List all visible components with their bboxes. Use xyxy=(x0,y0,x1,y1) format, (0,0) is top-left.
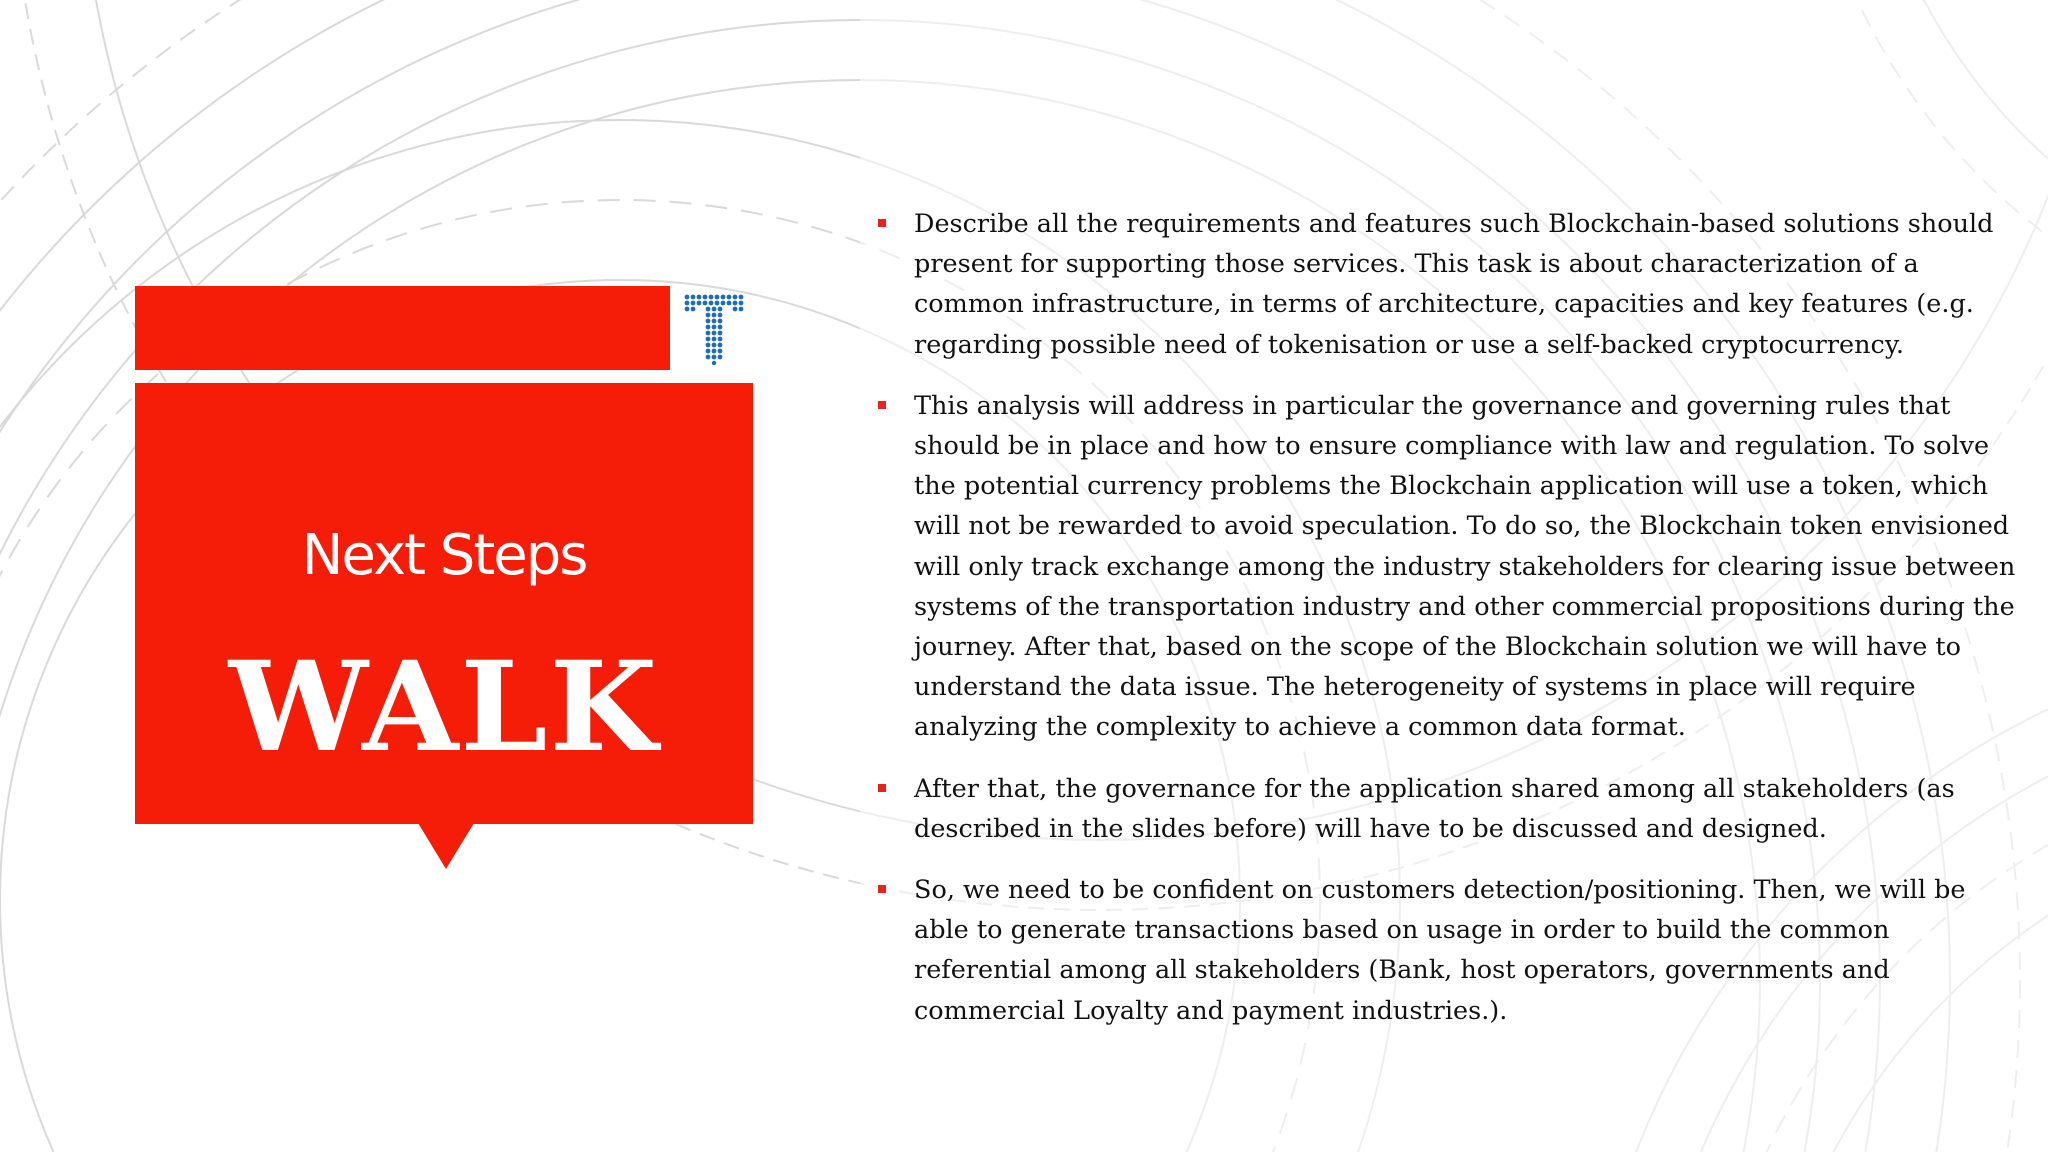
bullet-item xyxy=(874,870,2024,1031)
bullet-text: So, we need to be confident on customers detection/positioning. Then, we will be able to generate transactions based on usage in order to build the common referential among all stakeholders (Bank, host operators, governments and commercial Loyalty and payment industries.). xyxy=(914,875,1966,1026)
square-bullet-icon xyxy=(878,885,886,893)
bullet-list xyxy=(874,204,2024,1052)
bullet-item xyxy=(874,204,2024,365)
slide-title: WALK xyxy=(228,635,660,780)
bullet-text: This analysis will address in particular the governance and governing rules that should be in place and how to ensure compliance with law and regulation. To solve the potential currency problems the Blockchain application will use a token, which will not be rewarded to avoid speculation. To do so, the Blockchain token envisioned will only track exchange among the industry stakeholders for clearing issue between systems of the transportation industry and other commercial propositions during the journey. After that, based on the scope of the Blockchain solution we will have to understand the data issue. The heterogeneity of systems in place will require analyzing the complexity to achieve a common data format. xyxy=(914,390,2016,743)
bullet-text: Describe all the requirements and features such Blockchain-based solutions should present for supporting those services. This task is about characterization of a common infrastructure, in terms of architecture, capacities and key features (e.g. regarding possible need of tokenisation or use a self-backed cryptocurrency. xyxy=(914,209,1994,360)
bullet-item xyxy=(874,386,2024,748)
bullet-item xyxy=(874,769,2024,849)
callout-tail xyxy=(418,823,474,869)
header-bar xyxy=(135,286,670,370)
dotted-t-logo-icon xyxy=(683,293,745,365)
square-bullet-icon xyxy=(878,401,886,409)
bullet-text: After that, the governance for the application shared among all stakeholders (as described in the slides before) will have to be discussed and designed. xyxy=(914,773,1955,844)
square-bullet-icon xyxy=(878,784,886,792)
square-bullet-icon xyxy=(878,219,886,227)
slide-subtitle: Next Steps xyxy=(301,523,587,588)
